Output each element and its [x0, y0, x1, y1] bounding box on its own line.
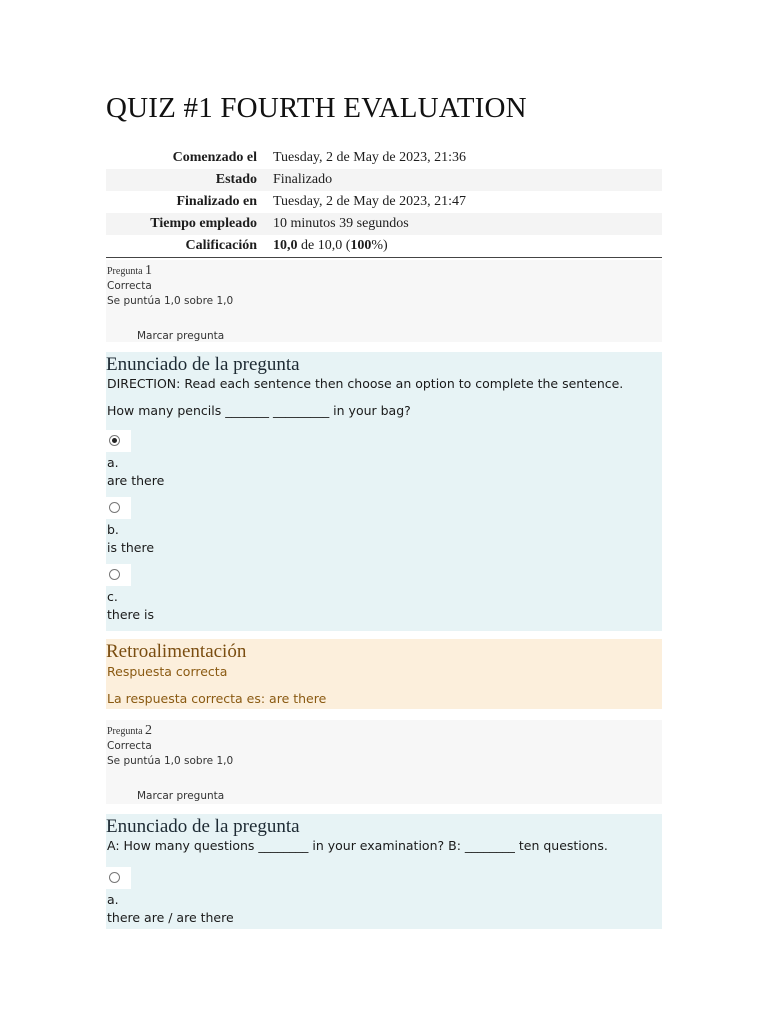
radio-icon[interactable]	[109, 569, 120, 580]
question-direction: DIRECTION: Read each sentence then choose an option to complete the sentence.	[107, 376, 624, 391]
answer-option-a[interactable]	[106, 430, 662, 490]
question-text: How many pencils _______ _________ in your bag?	[107, 403, 411, 418]
feedback-box	[106, 639, 662, 709]
feedback-answer: La respuesta correcta es: are there	[107, 691, 327, 706]
option-text: are there	[107, 473, 165, 488]
question-label: Pregunta	[107, 726, 143, 737]
summary-row-started	[106, 147, 662, 169]
summary-value: Tuesday, 2 de May de 2023, 21:36	[273, 150, 467, 165]
summary-key: Finalizado en	[176, 194, 257, 209]
question-heading: Enunciado de la pregunta	[106, 816, 300, 837]
question-1-content	[106, 352, 662, 631]
summary-value: Finalizado	[267, 169, 662, 191]
radio-selected-icon[interactable]	[109, 435, 120, 446]
question-1-info	[106, 260, 662, 342]
summary-row-grade	[106, 235, 662, 258]
answer-option-a[interactable]	[106, 867, 662, 927]
question-text: A: How many questions ________ in your examination? B: ________ ten questions.	[107, 838, 608, 853]
summary-row-time	[106, 213, 662, 235]
question-number	[106, 260, 662, 279]
radio-icon[interactable]	[109, 872, 120, 883]
question-2-info	[106, 720, 662, 804]
question-score: Se puntúa 1,0 sobre 1,0	[107, 295, 234, 307]
summary-value-grade	[267, 235, 662, 258]
summary-key: Comenzado el	[172, 150, 257, 165]
question-label: Pregunta	[107, 266, 143, 277]
attempt-summary-table	[106, 147, 662, 258]
summary-key: Estado	[106, 169, 267, 191]
radio-cell	[106, 497, 131, 519]
summary-row-finished	[106, 191, 662, 213]
question-heading: Enunciado de la pregunta	[106, 354, 300, 375]
summary-value: Tuesday, 2 de May de 2023, 21:47	[273, 194, 467, 209]
answer-option-c[interactable]	[106, 564, 662, 624]
question-status: Correcta	[107, 280, 152, 292]
question-number-value: 1	[145, 263, 153, 278]
option-text: there is	[107, 607, 155, 622]
answer-option-b[interactable]	[106, 497, 662, 557]
question-number	[106, 720, 662, 739]
grade-total: de 10,0 (	[297, 238, 351, 253]
question-number-value: 2	[145, 723, 153, 738]
feedback-status: Respuesta correcta	[107, 664, 228, 679]
option-text: there are / are there	[107, 910, 234, 925]
option-letter: b.	[107, 522, 119, 537]
radio-cell	[106, 867, 131, 889]
summary-value: 10 minutos 39 segundos	[267, 213, 662, 235]
option-letter: c.	[107, 589, 118, 604]
radio-icon[interactable]	[109, 502, 120, 513]
page-title: QUIZ #1 FOURTH EVALUATION	[106, 92, 527, 124]
question-status: Correcta	[107, 740, 152, 752]
question-2-content	[106, 814, 662, 929]
option-letter: a.	[107, 892, 119, 907]
summary-key: Tiempo empleado	[106, 213, 267, 235]
grade-value: 10,0	[273, 238, 298, 253]
question-score: Se puntúa 1,0 sobre 1,0	[107, 755, 234, 767]
summary-row-state	[106, 169, 662, 191]
summary-key: Calificación	[106, 235, 267, 258]
flag-question-link[interactable]: Marcar pregunta	[137, 790, 225, 802]
option-letter: a.	[107, 455, 119, 470]
feedback-heading: Retroalimentación	[106, 641, 247, 662]
radio-cell	[106, 564, 131, 586]
grade-percent-suffix: %)	[371, 238, 388, 253]
option-text: is there	[107, 540, 155, 555]
flag-question-link[interactable]: Marcar pregunta	[137, 330, 225, 342]
radio-cell	[106, 430, 131, 452]
grade-percent: 100	[350, 238, 372, 253]
